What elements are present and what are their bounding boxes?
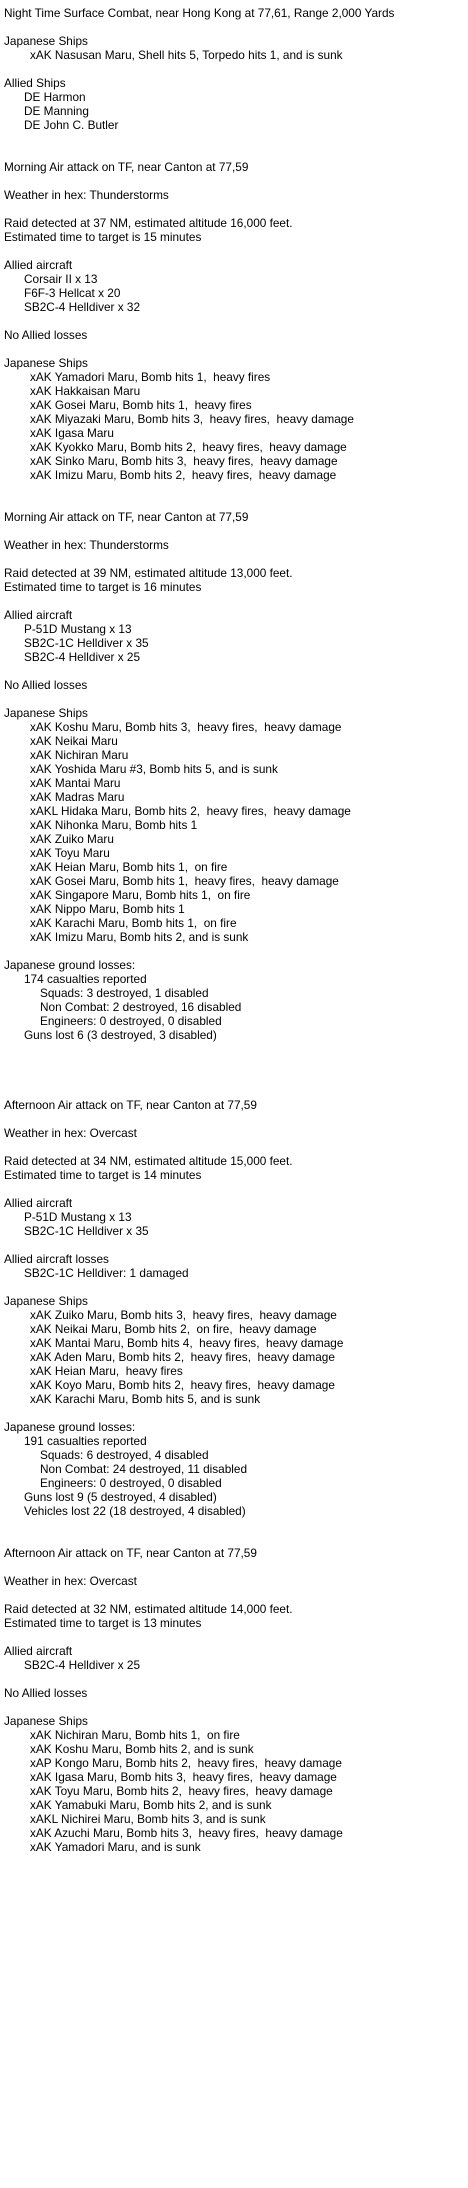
report-line: Weather in hex: Overcast [4, 1574, 137, 1588]
report-line: Allied aircraft [4, 258, 73, 272]
report-line: xAK Sinko Maru, Bomb hits 3, heavy fires, heavy damage [30, 454, 338, 468]
report-line: Japanese Ships [4, 1294, 88, 1308]
blank-line [0, 1672, 468, 1686]
report-line: Non Combat: 2 destroyed, 16 disabled [40, 1000, 242, 1014]
report-line: xAK Nichiran Maru [30, 748, 129, 762]
report-line: Raid detected at 34 NM, estimated altitude 15,000 feet. [4, 1154, 293, 1168]
report-line: xAK Koshu Maru, Bomb hits 2, and is sunk [30, 1742, 254, 1756]
report-section [0, 160, 468, 482]
section-heading: Morning Air attack on TF, near Canton at 77,59 [4, 510, 249, 524]
blank-line [0, 314, 468, 328]
report-section [0, 6, 468, 132]
report-line: Corsair II x 13 [24, 272, 98, 286]
report-section [0, 1546, 468, 1854]
report-line: xAK Igasa Maru, Bomb hits 3, heavy fires, heavy damage [30, 1770, 337, 1784]
report-line: Raid detected at 37 NM, estimated altitude 16,000 feet. [4, 216, 293, 230]
report-line: xAKL Nichirei Maru, Bomb hits 3, and is sunk [30, 1812, 266, 1826]
report-line: SB2C-4 Helldiver x 32 [24, 300, 141, 314]
report-line: Squads: 3 destroyed, 1 disabled [40, 986, 209, 1000]
report-line: Allied aircraft [4, 1644, 73, 1658]
blank-line [0, 1112, 468, 1126]
section-heading: Afternoon Air attack on TF, near Canton at 77,59 [4, 1098, 257, 1112]
report-line: Engineers: 0 destroyed, 0 disabled [40, 1476, 222, 1490]
report-line: xAKL Hidaka Maru, Bomb hits 2, heavy fires, heavy damage [30, 804, 351, 818]
report-line: xAK Heian Maru, Bomb hits 1, on fire [30, 860, 228, 874]
report-line: xAK Neikai Maru, Bomb hits 2, on fire, heavy damage [30, 1322, 317, 1336]
report-line: xAK Gosei Maru, Bomb hits 1, heavy fires, heavy damage [30, 874, 339, 888]
report-line: xAK Azuchi Maru, Bomb hits 3, heavy fires, heavy damage [30, 1826, 343, 1840]
report-line: Weather in hex: Thunderstorms [4, 188, 169, 202]
report-line: xAK Koyo Maru, Bomb hits 2, heavy fires, heavy damage [30, 1378, 335, 1392]
blank-line [0, 1588, 468, 1602]
blank-line [0, 1238, 468, 1252]
blank-line [0, 594, 468, 608]
section-heading: Morning Air attack on TF, near Canton at 77,59 [4, 160, 249, 174]
blank-line [0, 342, 468, 356]
blank-line [0, 244, 468, 258]
report-line: xAK Yoshida Maru #3, Bomb hits 5, and is sunk [30, 762, 278, 776]
report-line: xAK Heian Maru, heavy fires [30, 1364, 183, 1378]
blank-line [0, 664, 468, 678]
report-line: xAK Neikai Maru [30, 734, 118, 748]
report-line: Squads: 6 destroyed, 4 disabled [40, 1448, 209, 1462]
report-line: xAK Imizu Maru, Bomb hits 2, and is sunk [30, 930, 249, 944]
report-line: No Allied losses [4, 678, 88, 692]
report-line: xAK Karachi Maru, Bomb hits 1, on fire [30, 916, 237, 930]
report-line: Allied aircraft [4, 1196, 73, 1210]
blank-line [0, 692, 468, 706]
report-line: xAK Nihonka Maru, Bomb hits 1 [30, 818, 198, 832]
report-line: Engineers: 0 destroyed, 0 disabled [40, 1014, 222, 1028]
blank-line [0, 1140, 468, 1154]
blank-line [0, 1406, 468, 1420]
report-line: Japanese ground losses: [4, 958, 136, 972]
report-line: xAK Nippo Maru, Bomb hits 1 [30, 902, 185, 916]
report-line: F6F-3 Hellcat x 20 [24, 286, 121, 300]
section-spacer [0, 482, 468, 510]
blank-line [0, 1560, 468, 1574]
report-line: xAK Toyu Maru [30, 846, 110, 860]
report-line: xAK Zuiko Maru, Bomb hits 3, heavy fires, heavy damage [30, 1308, 337, 1322]
report-line: xAK Aden Maru, Bomb hits 2, heavy fires, heavy damage [30, 1350, 335, 1364]
report-line: Estimated time to target is 14 minutes [4, 1168, 202, 1182]
blank-line [0, 944, 468, 958]
report-line: xAK Yamadori Maru, Bomb hits 1, heavy fires [30, 370, 271, 384]
section-spacer [0, 1042, 468, 1098]
report-line: xAK Karachi Maru, Bomb hits 5, and is sunk [30, 1392, 261, 1406]
report-line: P-51D Mustang x 13 [24, 622, 132, 636]
report-line: Weather in hex: Overcast [4, 1126, 137, 1140]
report-line: 191 casualties reported [24, 1434, 147, 1448]
report-line: Raid detected at 39 NM, estimated altitude 13,000 feet. [4, 566, 293, 580]
blank-line [0, 552, 468, 566]
report-line: xAK Singapore Maru, Bomb hits 1, on fire [30, 888, 251, 902]
report-line: DE John C. Butler [24, 118, 119, 132]
blank-line [0, 1700, 468, 1714]
report-line: Guns lost 6 (3 destroyed, 3 disabled) [24, 1028, 217, 1042]
report-line: DE Manning [24, 104, 89, 118]
report-line: Allied aircraft [4, 608, 73, 622]
blank-line [0, 174, 468, 188]
report-line: xAK Yamadori Maru, and is sunk [30, 1840, 201, 1854]
report-line: Non Combat: 24 destroyed, 11 disabled [40, 1462, 248, 1476]
blank-line [0, 20, 468, 34]
blank-line [0, 1280, 468, 1294]
report-line: xAK Kyokko Maru, Bomb hits 2, heavy fires, heavy damage [30, 440, 347, 454]
report-line: Estimated time to target is 16 minutes [4, 580, 202, 594]
report-line: xAK Nichiran Maru, Bomb hits 1, on fire [30, 1728, 240, 1742]
report-line: 174 casualties reported [24, 972, 147, 986]
report-line: Japanese Ships [4, 356, 88, 370]
report-line: xAK Mantai Maru, Bomb hits 4, heavy fires, heavy damage [30, 1336, 344, 1350]
report-line: Japanese Ships [4, 34, 88, 48]
report-line: Vehicles lost 22 (18 destroyed, 4 disabled) [24, 1504, 246, 1518]
report-line: Guns lost 9 (5 destroyed, 4 disabled) [24, 1490, 217, 1504]
report-section [0, 510, 468, 1042]
report-line: SB2C-1C Helldiver: 1 damaged [24, 1266, 189, 1280]
report-line: P-51D Mustang x 13 [24, 1210, 132, 1224]
report-line: xAK Yamabuki Maru, Bomb hits 2, and is sunk [30, 1798, 272, 1812]
report-section [0, 1098, 468, 1518]
blank-line [0, 524, 468, 538]
report-line: Japanese ground losses: [4, 1420, 136, 1434]
report-line: No Allied losses [4, 328, 88, 342]
report-line: xAK Imizu Maru, Bomb hits 2, heavy fires, heavy damage [30, 468, 337, 482]
report-line: No Allied losses [4, 1686, 88, 1700]
report-line: xAK Toyu Maru, Bomb hits 2, heavy fires, heavy damage [30, 1784, 333, 1798]
report-line: xAK Madras Maru [30, 790, 125, 804]
section-heading: Night Time Surface Combat, near Hong Kong at 77,61, Range 2,000 Yards [4, 6, 395, 20]
report-line: xAK Igasa Maru [30, 426, 114, 440]
blank-line [0, 1182, 468, 1196]
section-spacer [0, 1518, 468, 1546]
report-line: Estimated time to target is 15 minutes [4, 230, 202, 244]
report-line: SB2C-4 Helldiver x 25 [24, 650, 141, 664]
report-line: SB2C-4 Helldiver x 25 [24, 1658, 141, 1672]
report-line: xAK Mantai Maru [30, 776, 121, 790]
report-line: xAK Zuiko Maru [30, 832, 114, 846]
blank-line [0, 202, 468, 216]
section-heading: Afternoon Air attack on TF, near Canton at 77,59 [4, 1546, 257, 1560]
report-line: Allied Ships [4, 76, 66, 90]
section-spacer [0, 132, 468, 160]
report-line: SB2C-1C Helldiver x 35 [24, 1224, 149, 1238]
report-line: xAK Nasusan Maru, Shell hits 5, Torpedo hits 1, and is sunk [30, 48, 343, 62]
report-line: Allied aircraft losses [4, 1252, 109, 1266]
report-line: xAK Gosei Maru, Bomb hits 1, heavy fires [30, 398, 252, 412]
blank-line [0, 62, 468, 76]
report-line: xAK Miyazaki Maru, Bomb hits 3, heavy fires, heavy damage [30, 412, 354, 426]
report-line: Raid detected at 32 NM, estimated altitude 14,000 feet. [4, 1602, 293, 1616]
blank-line [0, 1630, 468, 1644]
report-line: Weather in hex: Thunderstorms [4, 538, 169, 552]
report-line: xAP Kongo Maru, Bomb hits 2, heavy fires, heavy damage [30, 1756, 342, 1770]
report-line: Japanese Ships [4, 706, 88, 720]
report-line: Japanese Ships [4, 1714, 88, 1728]
report-line: xAK Koshu Maru, Bomb hits 3, heavy fires, heavy damage [30, 720, 342, 734]
report-line: DE Harmon [24, 90, 86, 104]
report-line: Estimated time to target is 13 minutes [4, 1616, 202, 1630]
report-line: xAK Hakkaisan Maru [30, 384, 141, 398]
report-line: SB2C-1C Helldiver x 35 [24, 636, 149, 650]
